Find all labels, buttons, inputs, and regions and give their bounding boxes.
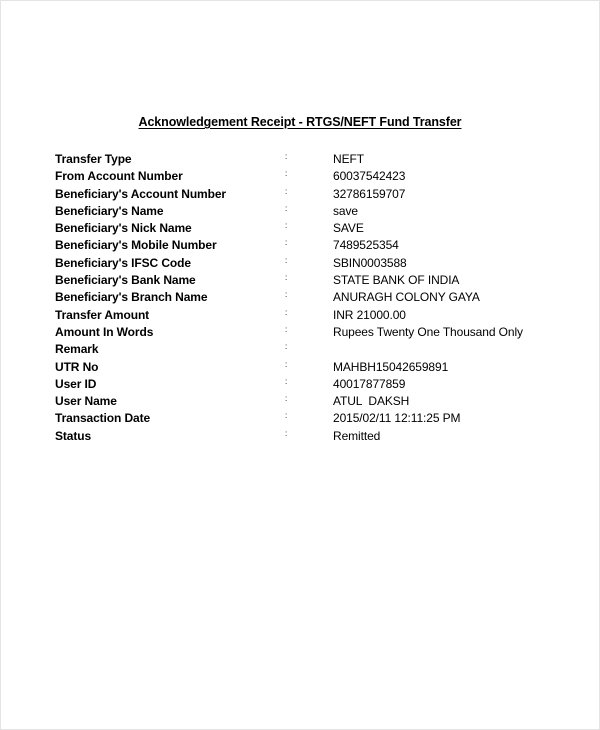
row-status [55,428,575,445]
label-remark: Remark [55,342,99,357]
value-from-account-number: 60037542423 [333,169,406,184]
separator: : [285,376,288,386]
value-transfer-amount: INR 21000.00 [333,307,406,322]
separator: : [285,186,288,196]
separator: : [285,428,288,438]
row-beneficiary-bank-name [55,272,575,289]
value-beneficiary-account-number: 32786159707 [333,186,406,201]
value-transfer-type: NEFT [333,152,364,166]
separator: : [285,359,288,369]
label-user-name: User Name [55,394,117,409]
label-transfer-type: Transfer Type [55,152,132,166]
value-status: Remitted [333,428,381,443]
separator: : [285,238,288,248]
row-remark [55,341,575,358]
label-from-account-number: From Account Number [55,169,183,184]
label-beneficiary-bank-name: Beneficiary's Bank Name [55,273,196,288]
value-transaction-date: 2015/02/11 12:11:25 PM [333,411,461,426]
value-beneficiary-branch-name: ANURAGH COLONY GAYA [333,290,480,305]
row-amount-in-words [55,324,575,341]
value-utr-no: MAHBH15042659891 [333,359,449,374]
label-beneficiary-nick-name: Beneficiary's Nick Name [55,221,192,236]
separator: : [285,394,288,404]
row-beneficiary-branch-name [55,289,575,306]
receipt-title-text: Acknowledgement Receipt - RTGS/NEFT Fund Transfer [138,115,462,129]
label-utr-no: UTR No [55,359,99,374]
row-transaction-date [55,410,575,427]
label-beneficiary-account-number: Beneficiary's Account Number [55,186,226,201]
separator: : [285,411,288,421]
separator: : [285,221,288,231]
separator: : [285,324,288,334]
separator: : [285,307,288,317]
label-beneficiary-name: Beneficiary's Name [55,203,164,218]
separator: : [285,290,288,300]
label-status: Status [55,428,92,443]
receipt-details [55,151,575,445]
separator: : [285,273,288,283]
separator: : [285,342,288,352]
separator: : [285,169,288,179]
label-beneficiary-ifsc-code: Beneficiary's IFSC Code [55,255,191,270]
receipt-title [0,115,600,129]
row-utr-no [55,359,575,376]
label-transaction-date: Transaction Date [55,411,151,426]
value-beneficiary-bank-name: STATE BANK OF INDIA [333,273,460,288]
row-user-name [55,393,575,410]
value-user-id: 40017877859 [333,376,406,391]
separator: : [285,255,288,265]
value-user-name: ATUL DAKSH [333,394,410,409]
row-user-id [55,376,575,393]
row-beneficiary-mobile-number [55,237,575,254]
row-from-account-number [55,168,575,185]
value-beneficiary-mobile-number: 7489525354 [333,238,399,253]
row-beneficiary-account-number [55,186,575,203]
row-transfer-type [55,151,575,168]
separator: : [285,203,288,213]
label-amount-in-words: Amount In Words [55,324,154,339]
separator: : [285,152,288,161]
value-beneficiary-nick-name: SAVE [333,221,364,236]
label-beneficiary-branch-name: Beneficiary's Branch Name [55,290,208,305]
row-beneficiary-nick-name [55,220,575,237]
value-beneficiary-ifsc-code: SBIN0003588 [333,255,407,270]
label-user-id: User ID [55,376,97,391]
label-beneficiary-mobile-number: Beneficiary's Mobile Number [55,238,217,253]
row-transfer-amount [55,307,575,324]
value-beneficiary-name: save [333,203,358,218]
row-beneficiary-ifsc-code [55,255,575,272]
label-transfer-amount: Transfer Amount [55,307,150,322]
row-beneficiary-name [55,203,575,220]
value-amount-in-words: Rupees Twenty One Thousand Only [333,324,523,339]
